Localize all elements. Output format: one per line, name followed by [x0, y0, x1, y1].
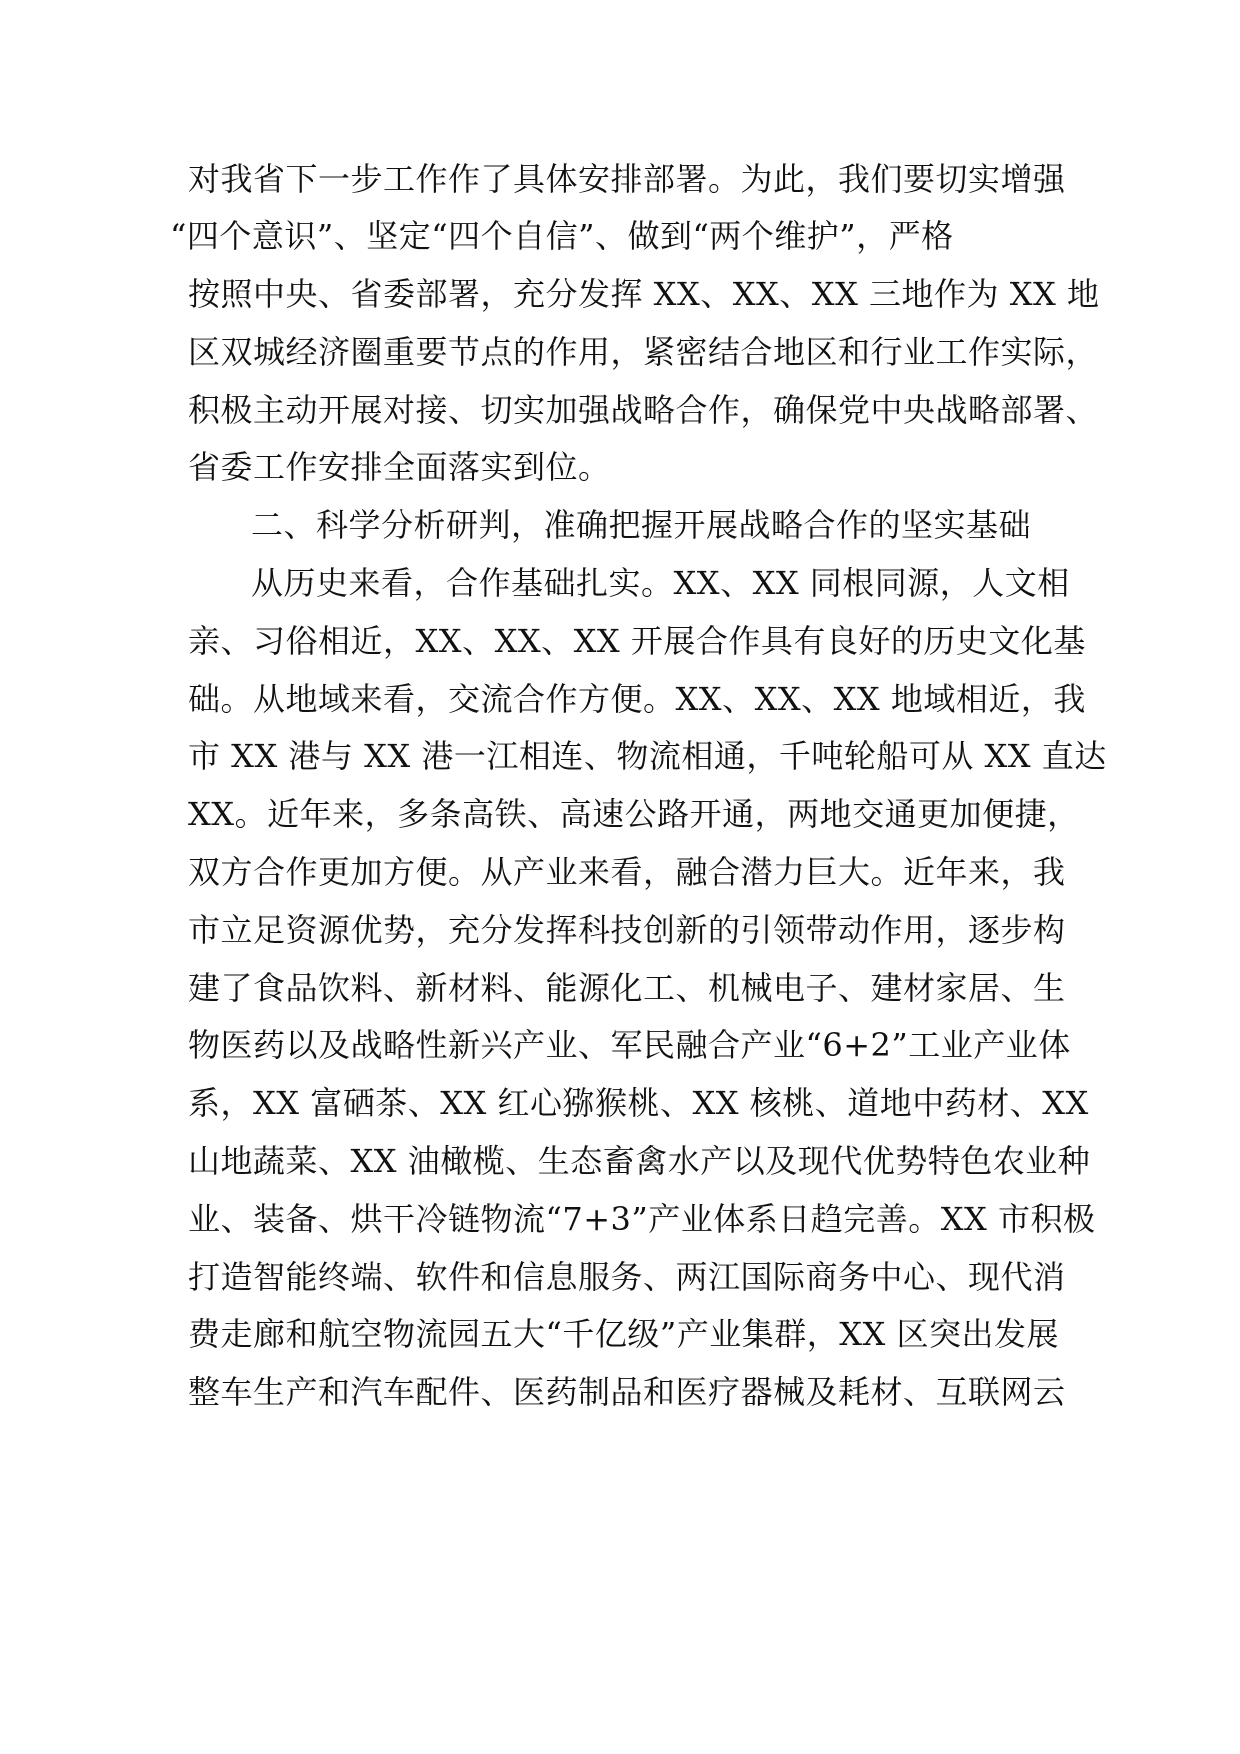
text-line: 市立足资源优势，充分发挥科技创新的引领带动作用，逐步构	[188, 911, 1066, 949]
text-line: XX。近年来，多条高铁、高速公路开通，两地交通更加便捷，	[188, 795, 1080, 833]
text-line: 积极主动开展对接、切实加强战略合作，确保党中央战略部署、	[188, 391, 1099, 429]
text-line: 双方合作更加方便。从产业来看，融合潜力巨大。近年来，我	[188, 853, 1066, 891]
text-line: 业、装备、烘干冷链物流“7+3”产业体系日趋完善。XX 市积极	[188, 1200, 1096, 1238]
text-line: 按照中央、省委部署，充分发挥 XX、XX、XX 三地作为 XX 地	[188, 275, 1100, 313]
text-line: 础。从地域来看，交流合作方便。XX、XX、XX 地域相近，我	[188, 680, 1086, 718]
text-line: 省委工作安排全面落实到位。	[188, 448, 611, 486]
text-line: 区双城经济圈重要节点的作用，紧密结合地区和行业工作实际，	[188, 333, 1099, 371]
text-line: 从历史来看，合作基础扎实。XX、XX 同根同源，人文相	[251, 564, 1070, 602]
text-line: 物医药以及战略性新兴产业、军民融合产业“6+2”工业产业体	[188, 1026, 1071, 1064]
text-line: 系，XX 富硒茶、XX 红心猕猴桃、XX 核桃、道地中药材、XX	[188, 1084, 1089, 1122]
text-line: 山地蔬菜、XX 油橄榄、生态畜禽水产以及现代优势特色农业种	[188, 1142, 1091, 1180]
text-line: 亲、习俗相近，XX、XX、XX 开展合作具有良好的历史文化基	[188, 622, 1086, 660]
section-heading: 二、科学分析研判，准确把握开展战略合作的坚实基础	[251, 506, 1032, 544]
text-line: 市 XX 港与 XX 港一江相连、物流相通，千吨轮船可从 XX 直达	[188, 737, 1107, 775]
text-line: 打造智能终端、软件和信息服务、两江国际商务中心、现代消	[188, 1258, 1066, 1296]
text-line: 整车生产和汽车配件、医药制品和医疗器械及耗材、互联网云	[188, 1373, 1066, 1411]
text-line: “四个意识”、坚定“四个自信”、做到“两个维护”，严格	[170, 217, 954, 255]
text-line: 对我省下一步工作作了具体安排部署。为此，我们要切实增强	[188, 160, 1066, 198]
text-line: 费走廊和航空物流园五大“千亿级”产业集群，XX 区突出发展	[188, 1315, 1059, 1353]
text-line: 建了食品饮料、新材料、能源化工、机械电子、建材家居、生	[188, 969, 1066, 1007]
